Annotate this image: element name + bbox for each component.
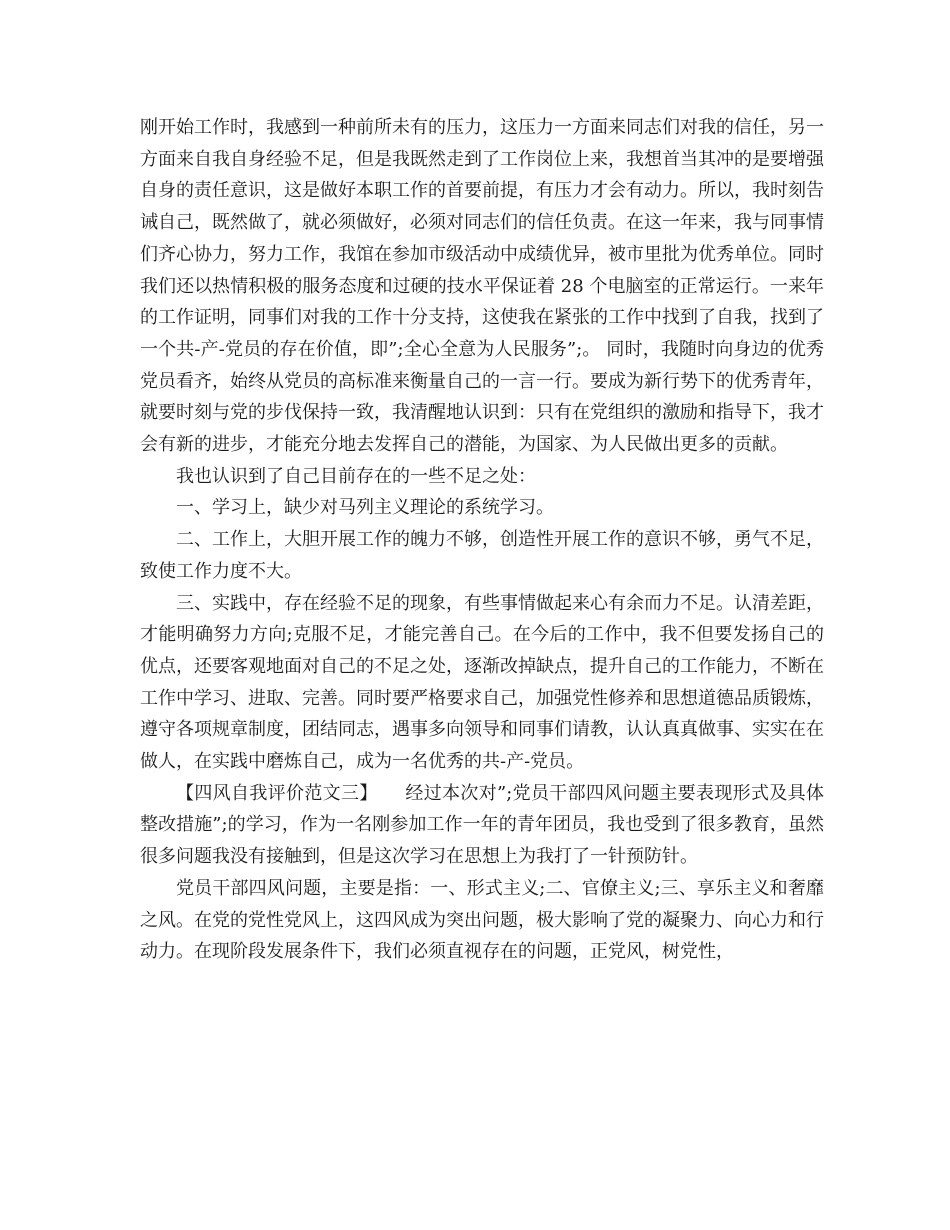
paragraph-4: 二、工作上，大胆开展工作的魄力不够，创造性开展工作的意识不够，勇气不足，致使工作力度不大。	[140, 529, 824, 582]
paragraph-3: 一、学习上，缺少对马列主义理论的系统学习。	[176, 497, 554, 519]
paragraph-6: 【四风自我评价范文三】 经过本次对”;党员干部四风问题主要表现形式及具体整改措施”;的学习，作为一名刚参加工作一年的青年团员，我也受到了很多教育，虽然很多问题我没有接触到，但是这次学习在思想上为我打了一针预防针。	[140, 782, 824, 868]
paragraph-1: 刚开始工作时，我感到一种前所未有的压力，这压力一方面来同志们对我的信任，另一方面来自我自身经验不足，但是我既然走到了工作岗位上来，我想首当其冲的是要增强自身的责任意识，这是做好本职工作的首要前提，有压力才会有动力。所以，我时刻告诫自己，既然做了，就必须做好，必须对同志们的信任负责。在这一年来，我与同事情们齐心协力，努力工作，我馆在参加市级活动中成绩优异，被市里批为优秀单位。同时我们还以热情积极的服务态度和过硬的技水平保证着 28 个电脑室的正常运行。一来年的工作证明，同事们对我的工作十分支持，这使我在紧张的工作中找到了自我，找到了一个共-产-党员的存在价值，即”;全心全意为人民服务”;。 同时，我随时向身边的优秀党员看齐，始终从党员的高标准来衡量自己的一言一行。要成为新行势下的优秀青年，就要时刻与党的步伐保持一致，我清醒地认识到：只有在党组织的激励和指导下，我才会有新的进步，才能充分地去发挥自己的潜能，为国家、为人民做出更多的贡献。	[140, 117, 824, 456]
paragraph-2: 我也认识到了自己目前存在的一些不足之处：	[176, 465, 536, 487]
paragraph-5: 三、实践中，存在经验不足的现象，有些事情做起来心有余而力不足。认清差距，才能明确努力方向;克服不足，才能完善自己。在今后的工作中，我不但要发扬自己的优点，还要客观地面对自己的不足之处，逐渐改掉缺点，提升自己的工作能力，不断在工作中学习、进取、完善。同时要严格要求自己，加强党性修养和思想道德品质锻炼，遵守各项规章制度，团结同志，遇事多向领导和同事们请教，认认真真做事、实实在在做人，在实践中磨炼自己，成为一名优秀的共-产-党员。	[140, 592, 824, 773]
paragraph-7: 党员干部四风问题，主要是指：一、形式主义;二、官僚主义;三、享乐主义和奢靡之风。在党的党性党风上，这四风成为突出问题，极大影响了党的凝聚力、向心力和行动力。在现阶段发展条件下，我们必须直视存在的问题，正党风，树党性，	[140, 877, 824, 963]
document-body	[140, 112, 824, 968]
